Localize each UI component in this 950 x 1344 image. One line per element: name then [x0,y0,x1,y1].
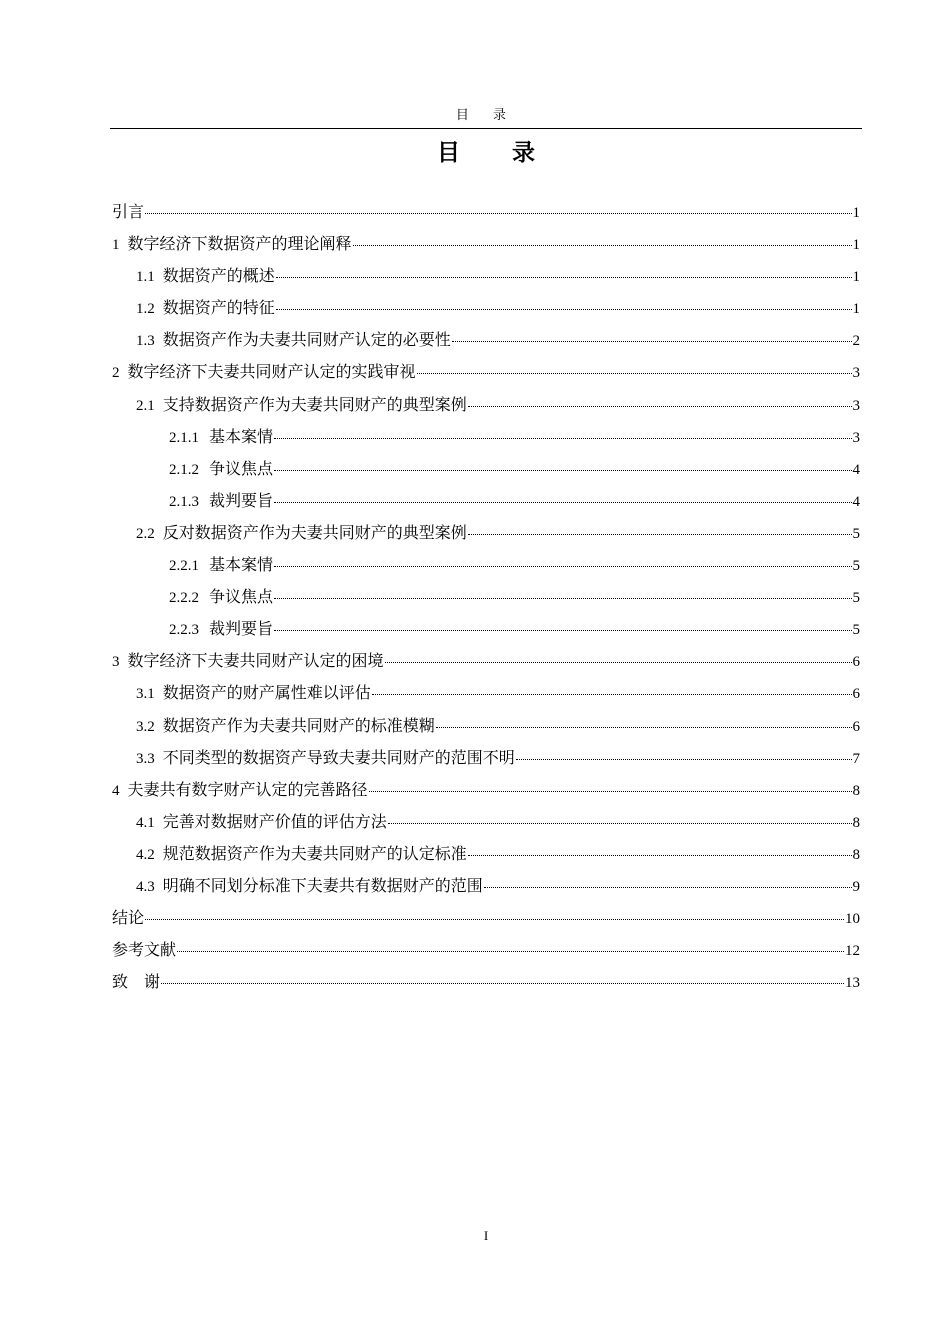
toc-entry-page: 1 [852,301,860,318]
toc-dot-leader [274,552,851,567]
toc-entry-title: 反对数据资产作为夫妻共同财产的典型案例 [162,522,467,542]
toc-entry[interactable] [112,647,860,679]
toc-entry-page: 5 [852,590,860,607]
toc-entry-title: 裁判要旨 [209,490,274,510]
toc-entry-page: 4 [852,493,860,510]
toc-entry-page: 8 [852,782,860,799]
toc-entry[interactable] [112,808,860,840]
toc-entry-title: 基本案情 [209,426,274,446]
toc-entry[interactable] [112,519,860,551]
toc-entry[interactable] [112,487,860,519]
toc-entry[interactable] [112,358,860,390]
toc-entry-number: 1 [112,237,120,254]
toc-entry-title: 数据资产的财产属性难以评估 [162,683,371,703]
toc-entry-number: 2.2.3 [169,622,199,639]
toc-entry-page: 2 [852,333,860,350]
toc-dot-leader [372,680,852,695]
toc-dot-leader [385,648,852,663]
toc-entry[interactable] [112,936,860,968]
toc-entry-page: 8 [852,846,860,863]
toc-entry[interactable] [112,391,860,423]
toc-entry-title: 致 谢 [112,972,161,992]
toc-entry-page: 12 [845,943,860,960]
toc-entry[interactable] [112,776,860,808]
toc-entry-number: 3.2 [136,718,155,735]
toc-entry[interactable] [112,326,860,358]
toc-entry-title: 争议焦点 [209,587,274,607]
toc-entry-page: 8 [852,814,860,831]
toc-entry-number: 2.1.1 [169,429,199,446]
toc-entry-title: 争议焦点 [209,458,274,478]
toc-dot-leader [276,295,852,310]
toc-entry-title: 夫妻共有数字财产认定的完善路径 [127,779,368,799]
toc-dot-leader [177,937,844,952]
toc-entry-page: 10 [845,911,860,928]
toc-entry-title: 引言 [112,202,145,221]
toc-dot-leader [145,199,851,214]
toc-dot-leader [274,584,851,599]
page-number: I [483,1228,489,1243]
toc-entry[interactable] [112,744,860,776]
toc-entry[interactable] [112,615,860,647]
toc-entry-title: 支持数据资产作为夫妻共同财产的典型案例 [162,394,467,414]
toc-entry-page: 3 [852,429,860,446]
toc-entry-number: 2.2.1 [169,558,199,575]
toc-entry-title: 数字经济下夫妻共同财产认定的实践审视 [127,362,416,382]
toc-entry[interactable] [112,230,860,262]
toc-dot-leader [436,713,852,728]
toc-dot-leader [468,392,852,407]
toc-entry-title: 完善对数据财产价值的评估方法 [162,811,387,831]
toc-entry[interactable] [112,198,860,230]
toc-entry[interactable] [112,551,860,583]
toc-entry-number: 1.1 [136,269,155,286]
toc-dot-leader [516,745,852,760]
toc-dot-leader [452,327,852,342]
toc-entry-page: 5 [852,525,860,542]
toc-dot-leader [468,520,852,535]
toc-entry-title: 不同类型的数据资产导致夫妻共同财产的范围不明 [162,747,515,767]
toc-title: 目 录 [436,140,557,166]
toc-entry[interactable] [112,294,860,326]
toc-entry-number: 3.3 [136,750,155,767]
toc-dot-leader [274,488,851,503]
toc-entry-number: 4.2 [136,846,155,863]
toc-entry-title: 数据资产的特征 [162,298,275,318]
toc-entry-title: 基本案情 [209,555,274,575]
toc-entry-page: 7 [852,750,860,767]
toc-entry-page: 3 [852,397,860,414]
toc-entry-page: 6 [852,686,860,703]
toc-entry-title: 数据资产作为夫妻共同财产认定的必要性 [162,330,451,350]
toc-entry-number: 1.2 [136,301,155,318]
toc-entry-title: 数字经济下夫妻共同财产认定的困境 [127,651,384,671]
toc-dot-leader [274,616,851,631]
toc-entry[interactable] [112,679,860,711]
toc-entry-number: 1.3 [136,333,155,350]
toc-entry[interactable] [112,455,860,487]
toc-entry-number: 4.3 [136,878,155,895]
toc-entry-title: 规范数据资产作为夫妻共同财产的认定标准 [162,843,467,863]
toc-entry[interactable] [112,840,860,872]
toc-entry-number: 2.2.2 [169,590,199,607]
toc-entry[interactable] [112,968,860,1000]
toc-entry[interactable] [112,872,860,904]
toc-entry-page: 1 [852,237,860,254]
toc-dot-leader [145,905,844,920]
toc-dot-leader [417,359,852,374]
toc-entry-title: 结论 [112,908,145,928]
toc-entry-page: 1 [852,269,860,286]
toc-entry-page: 5 [852,558,860,575]
toc-entry-page: 4 [852,461,860,478]
toc-entry[interactable] [112,904,860,936]
toc-entry[interactable] [112,712,860,744]
toc-dot-leader [274,424,851,439]
toc-dot-leader [276,263,852,278]
toc-dot-leader [353,231,852,246]
toc-dot-leader [161,969,844,984]
toc-entry-title: 参考文献 [112,940,177,960]
toc-entry-number: 4.1 [136,814,155,831]
toc-entry-page: 13 [845,975,860,992]
toc-entry-number: 2.1.3 [169,493,199,510]
toc-entry-number: 4 [112,782,120,799]
toc-dot-leader [369,777,852,792]
toc-entry-number: 2.2 [136,525,155,542]
toc-entry-number: 2.1 [136,397,155,414]
toc-entry-title: 裁判要旨 [209,619,274,639]
toc-entry-page: 3 [852,365,860,382]
toc-entry-number: 2 [112,365,120,382]
toc-entry-number: 2.1.2 [169,461,199,478]
header-rule [110,128,862,129]
toc-dot-leader [274,456,851,471]
toc-entry-page: 9 [852,878,860,895]
toc-entry[interactable] [112,583,860,615]
toc-dot-leader [388,809,852,824]
toc-entry-number: 3 [112,654,120,671]
toc-entry-page: 1 [852,205,860,221]
toc-entry-title: 明确不同划分标准下夫妻共有数据财产的范围 [162,875,483,895]
table-of-contents [112,198,860,1000]
toc-entry[interactable] [112,262,860,294]
toc-entry-number: 3.1 [136,686,155,703]
toc-entry-title: 数据资产的概述 [162,266,275,286]
running-header: 目 录 [455,108,517,123]
toc-dot-leader [484,873,852,888]
toc-entry-page: 5 [852,622,860,639]
toc-entry-title: 数字经济下数据资产的理论阐释 [127,234,352,254]
toc-entry[interactable] [112,423,860,455]
toc-entry-page: 6 [852,718,860,735]
toc-dot-leader [468,841,852,856]
toc-entry-title: 数据资产作为夫妻共同财产的标准模糊 [162,715,435,735]
toc-entry-page: 6 [852,654,860,671]
